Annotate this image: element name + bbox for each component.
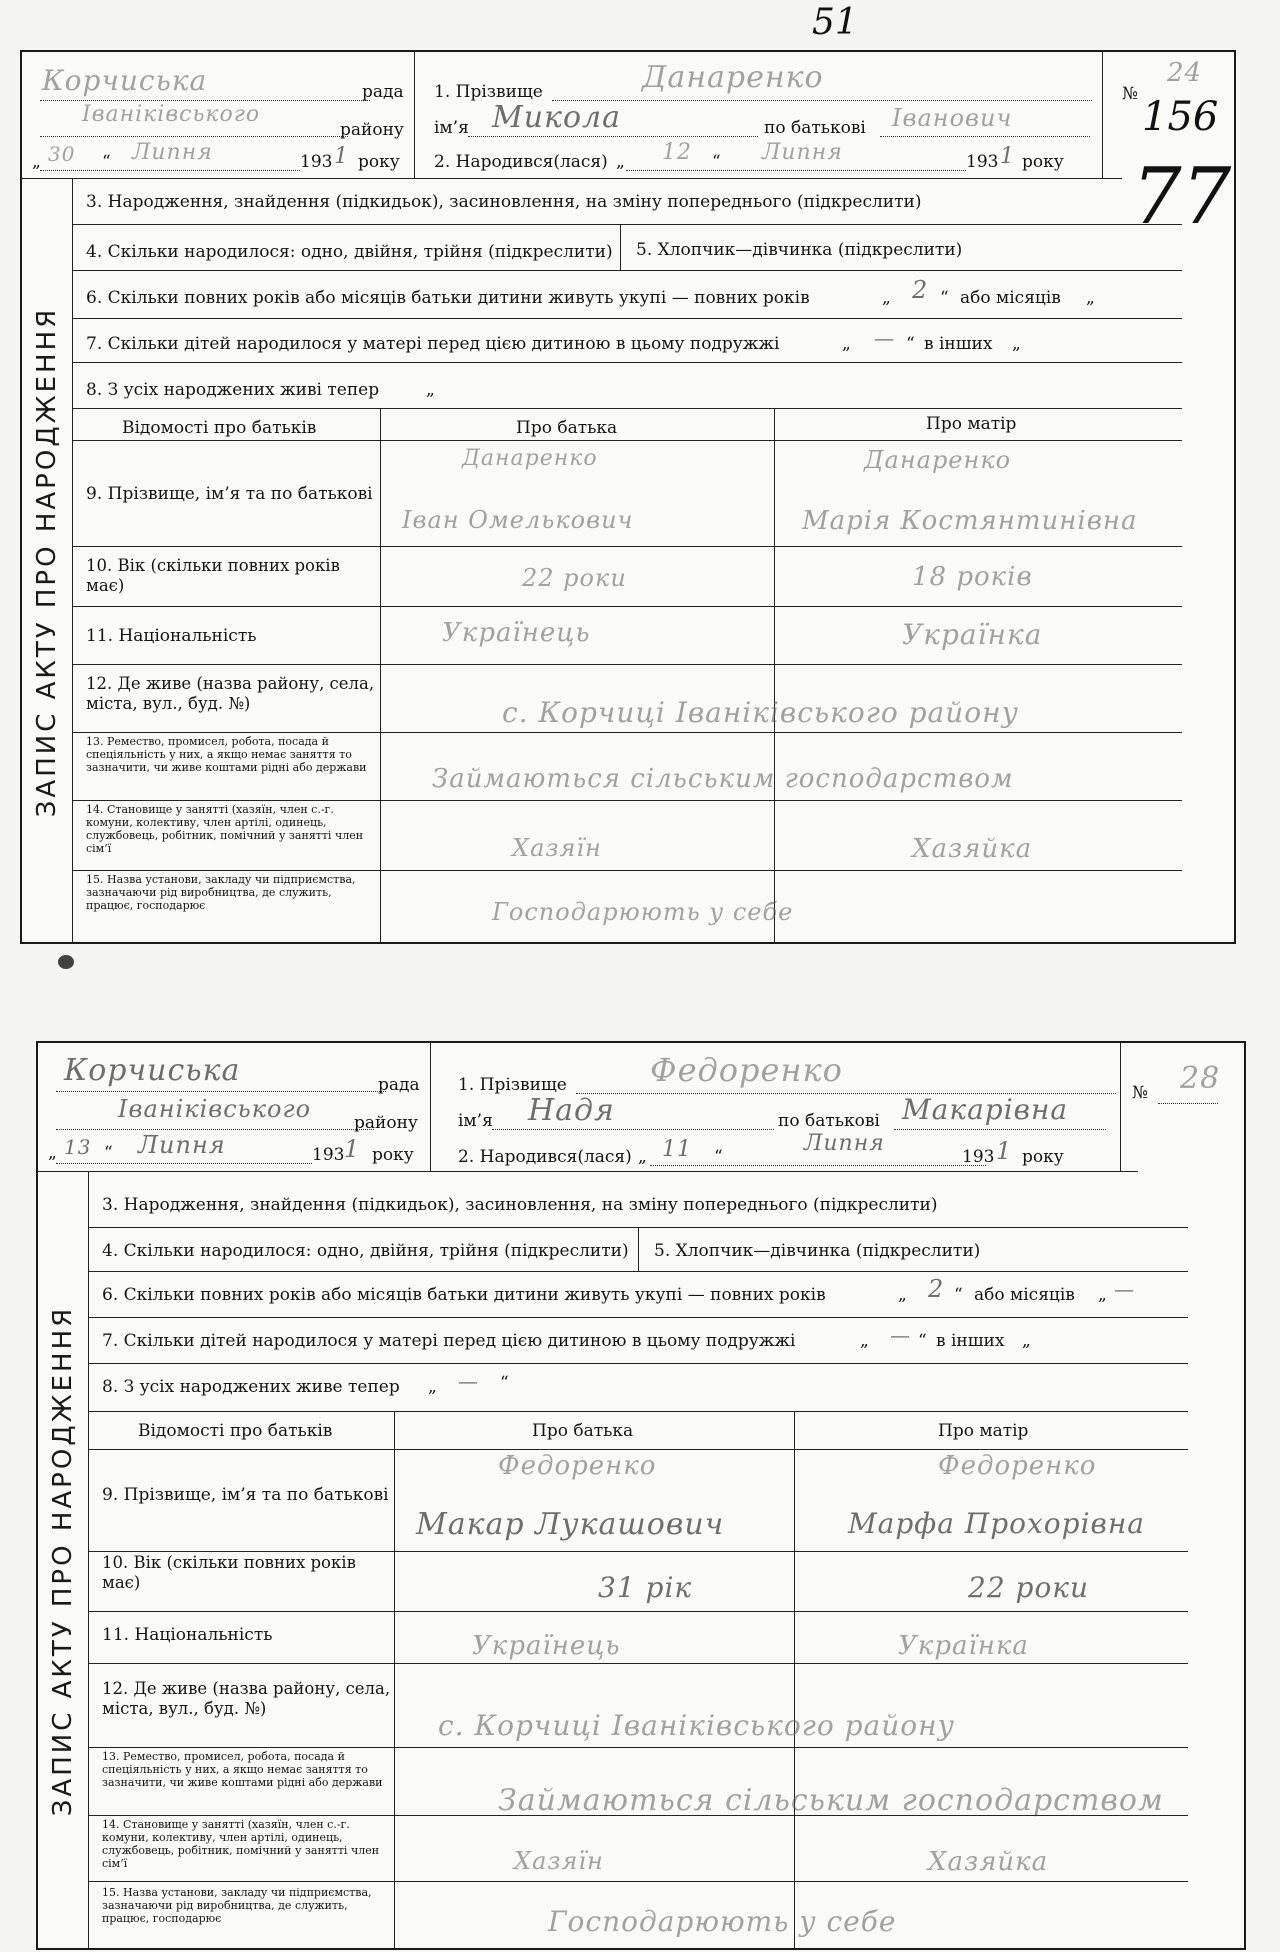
col-father-header: Про батька	[516, 418, 618, 438]
roku-label: року	[372, 1145, 414, 1165]
residence-value: с. Корчиці Іваніківського району	[438, 1709, 955, 1742]
surname-label: 1. Прізвище	[434, 82, 543, 102]
birth-day-value: 11	[662, 1137, 692, 1162]
q4-text: 4. Скільки народилося: одно, двійня, трійня (підкреслити)	[102, 1241, 629, 1261]
q6-text: 6. Скільки повних років або місяців батьки дитини живуть укупі — повних років	[102, 1285, 826, 1305]
father-age-value: 22 роки	[522, 564, 627, 592]
r14-label: 14. Становище у занятті (хазяїн, член с.-г. комуни, колективу, член артілі, одинець, службовець, робітник, помічний у занятті член сім’ї	[86, 803, 364, 855]
birth-day-value: 12	[662, 140, 692, 165]
surname-label: 1. Прізвище	[458, 1075, 567, 1095]
r12-label: 12. Де живе (назва району, села, міста, вул., буд. №)	[102, 1679, 391, 1718]
mother-position-value: Хазяйка	[912, 834, 1033, 864]
occupation-value: Займаються сільським господарством	[498, 1783, 1164, 1818]
reg-year-prefix: 193	[300, 152, 333, 172]
alive-now-value: —	[458, 1369, 479, 1393]
r14-label: 14. Становище у занятті (хазяїн, член с.-г. комуни, колективу, член артілі, одинець, службовець, робітник, помічний у занятті член сім’ї	[102, 1818, 380, 1870]
raionu-label: району	[354, 1113, 418, 1133]
r13-label: 13. Ремество, промисел, робота, посада й спеціяльність у них, а якщо немає заняття то зазначити, чи живе коштами рідні або держави	[86, 735, 367, 774]
number-label: №	[1122, 84, 1139, 104]
mother-age-value: 22 роки	[968, 1571, 1090, 1604]
born-label: 2. Народився(лася)	[434, 152, 608, 172]
birth-year-value: 1	[1000, 144, 1015, 169]
roku-label: року	[358, 152, 400, 172]
r10-label: 10. Вік (скільки повних років має)	[102, 1553, 356, 1592]
col-info-header: Відомості про батьків	[138, 1421, 333, 1441]
r11-label: 11. Національність	[102, 1625, 273, 1645]
po-batkovi-label: по батькові	[778, 1111, 880, 1131]
surname-value: Данаренко	[642, 60, 824, 95]
page-number: 51	[812, 2, 858, 43]
patronymic-value: Макарівна	[902, 1093, 1069, 1126]
birth-month-value: Липня	[762, 140, 843, 165]
father-nation-value: Українець	[472, 1631, 621, 1661]
birth-roku-label: року	[1022, 152, 1064, 172]
record-side-title: ЗАПИС АКТУ ПРО НАРОДЖЕННЯ	[32, 306, 62, 818]
q6-text: 6. Скільки повних років або місяців батьки дитини живуть укупі — повних років	[86, 288, 810, 308]
q7-other-label: в інших	[936, 1331, 1005, 1351]
q7-text: 7. Скільки дітей народилося у матері перед цією дитиною в цьому подружжі	[102, 1331, 796, 1351]
mother-surname-value: Данаренко	[864, 446, 1012, 474]
patronymic-value: Іванович	[892, 104, 1013, 132]
father-position-value: Хазяїн	[512, 834, 602, 862]
q3-text: 3. Народження, знайдення (підкидьок), засиновлення, на зміну попереднього (підкреслити)	[102, 1195, 938, 1215]
birth-record-2: ЗАПИС АКТУ ПРО НАРОДЖЕННЯ Корчиська рада Іваніківського району „ 13 “ Липня 193 1 року 1. Прізвище Федоренко ім’я Надя по батькові Макарівна 2. Народився(лася) „ 11 “ Липня 193 1 року № 28 3. Народження, знайдення (підкидьок), засиновлення, на зміну попереднього (підкреслити) 4. Скільки народилося: одно, двійня, трійня (підкреслити) 5. Хлопчик—дівчинка (підкреслити) 6. Скільки повних років або місяців батьки дитини живуть укупі — повних років „ 2 “ або місяців „ — 7. Скільки дітей народилося у матері перед цією дитиною в цьому подружжі „ — “ в інших „ 8. З усіх народжених живе тепер „ — “ Відомості про батьків Про батька Про матір 9. Прізвище, ім’я та по батькові Федоренко Макар Лукашович Федоренко Марфа Прохорівна 10. Вік (скільки повних років має) 31 рік 22 роки 11. Національність Українець Українка 12. Де живе (назва району, села, міста, вул., буд. №) с. Корчиці Іваніківського району 13. Ремество, промисел, робота, посада й спеціяльність у них, а якщо немає заняття то зазначити, чи живе коштами рідні або держави Займаються сільським господарством 14. Становище у занятті (хазяїн, член с.-г. комуни, колективу, член артілі, одинець, службовець, робітник, помічний у занятті член сім’ї Хазяїн Хазяйка 15. Назва установи, закладу чи підприємства, зазначаючи рід виробництва, де служить, працює, господарює Господарюють у себе	[36, 1041, 1246, 1950]
col-mother-header: Про матір	[938, 1421, 1029, 1441]
reg-year-prefix: 193	[312, 1145, 345, 1165]
mother-age-value: 18 років	[912, 562, 1033, 592]
rada-label: рада	[362, 82, 404, 102]
record-side-title: ЗАПИС АКТУ ПРО НАРОДЖЕННЯ	[48, 1305, 78, 1816]
rada-label: рада	[378, 1075, 420, 1095]
workplace-value: Господарюють у себе	[492, 898, 794, 926]
number-label: №	[1132, 1083, 1149, 1103]
reg-day-value: 13	[64, 1135, 92, 1159]
q7-other-label: в інших	[924, 334, 993, 354]
birth-year-value: 1	[996, 1137, 1013, 1165]
name-value: Микола	[492, 100, 622, 135]
r13-label: 13. Ремество, промисел, робота, посада й спеціяльність у них, а якщо немає заняття то зазначити, чи живе коштами рідні або держави	[102, 1750, 383, 1789]
birth-month-value: Липня	[804, 1131, 885, 1156]
rada-name-value: Корчиська	[42, 64, 208, 97]
father-surname-value: Федоренко	[498, 1451, 657, 1481]
raion-name-value: Іваніківського	[118, 1095, 312, 1123]
q8-text: 8. З усіх народжених живе тепер	[102, 1377, 400, 1397]
q5-text: 5. Хлопчик—дівчинка (підкреслити)	[654, 1241, 981, 1261]
father-surname-value: Данаренко	[462, 446, 598, 471]
q6-months-label: або місяців	[960, 288, 1061, 308]
number-value: 24	[1167, 58, 1203, 88]
r9-label: 9. Прізвище, ім’я та по батькові	[86, 484, 373, 504]
number-value: 28	[1180, 1061, 1221, 1096]
reg-year-value: 1	[344, 1135, 361, 1163]
workplace-value: Господарюють у себе	[548, 1905, 897, 1938]
father-name-value: Макар Лукашович	[416, 1507, 725, 1542]
po-batkovi-label: по батькові	[764, 118, 866, 138]
q7-text: 7. Скільки дітей народилося у матері перед цією дитиною в цьому подружжі	[86, 334, 780, 354]
r12-label: 12. Де живе (назва району, села, міста, вул., буд. №)	[86, 674, 375, 713]
birth-year-prefix: 193	[962, 1147, 995, 1167]
birth-roku-label: року	[1022, 1147, 1064, 1167]
surname-value: Федоренко	[650, 1051, 843, 1089]
mother-name-value: Марфа Прохорівна	[848, 1507, 1145, 1540]
r15-label: 15. Назва установи, закладу чи підприємства, зазначаючи рід виробництва, де служить, працює, господарює	[102, 1886, 372, 1925]
reg-year-value: 1	[334, 144, 349, 169]
reg-month-value: Липня	[138, 1131, 226, 1159]
birth-year-prefix: 193	[966, 152, 999, 172]
r9-label: 9. Прізвище, ім’я та по батькові	[102, 1485, 389, 1505]
imya-label: ім’я	[434, 118, 469, 138]
years-together-value: 2	[912, 276, 929, 304]
imya-label: ім’я	[458, 1111, 493, 1131]
q4-text: 4. Скільки народилося: одно, двійня, трійня (підкреслити)	[86, 242, 613, 262]
father-position-value: Хазяїн	[514, 1847, 604, 1875]
name-value: Надя	[528, 1093, 615, 1128]
number-stamp-2: 77	[1132, 152, 1232, 242]
r11-label: 11. Національність	[86, 626, 257, 646]
q8-text: 8. З усіх народжених живі тепер	[86, 380, 380, 400]
mother-name-value: Марія Костянтинівна	[802, 506, 1138, 536]
birth-record-1: ЗАПИС АКТУ ПРО НАРОДЖЕННЯ Корчиська рада Іваніківського району „ 30 “ Липня 193 1 року 1. Прізвище Данаренко ім’я Микола по батькові Іванович 2. Народився(лася) „ 12 “ Липня 193 1 року № 24 156 77 3. Народження, знайдення (підкидьок), засиновлення, на зміну попереднього (підкреслити) 4. Скільки народилося: одно, двійня, трійня (підкреслити) 5. Хлопчик—дівчинка (підкреслити) 6. Скільки повних років або місяців батьки дитини живуть укупі — повних років „ 2 “ або місяців „ 7. Скільки дітей народилося у матері перед цією дитиною в цьому подружжі „ — “ в інших „ 8. З усіх народжених живі тепер „ Відомості про батьків Про батька Про матір 9. Прізвище, ім’я та по батькові Данаренко Іван Омелькович Данаренко Марія Костянтинівна 10. Вік (скільки повних років має) 22 роки 18 років 11. Національність Українець Українка 12. Де живе (назва району, села, міста, вул., буд. №) с. Корчиці Іваніківського району 13. Ремество, промисел, робота, посада й спеціяльність у них, а якщо немає заняття то зазначити, чи живе коштами рідні або держави Займаються сільським господарством 14. Становище у занятті (хазяїн, член с.-г. комуни, колективу, член артілі, одинець, службовець, робітник, помічний у занятті член сім’ї Хазяїн Хазяйка 15. Назва установи, закладу чи підприємства, зазначаючи рід виробництва, де служить, працює, господарює Господарюють у себе	[20, 50, 1236, 944]
father-age-value: 31 рік	[598, 1571, 693, 1604]
raionu-label: району	[340, 120, 404, 140]
q3-text: 3. Народження, знайдення (підкидьок), засиновлення, на зміну попереднього (підкреслити)	[86, 192, 922, 212]
col-mother-header: Про матір	[926, 414, 1017, 434]
r10-label: 10. Вік (скільки повних років має)	[86, 556, 340, 595]
mother-nation-value: Українка	[902, 618, 1043, 651]
r15-label: 15. Назва установи, закладу чи підприємства, зазначаючи рід виробництва, де служить, працює, господарює	[86, 873, 356, 912]
father-name-value: Іван Омелькович	[402, 506, 634, 534]
mother-surname-value: Федоренко	[938, 1451, 1097, 1481]
reg-month-value: Липня	[132, 140, 213, 165]
father-nation-value: Українець	[442, 618, 591, 648]
q6-months-label: або місяців	[974, 1285, 1075, 1305]
occupation-value: Займаються сільським господарством	[432, 764, 1014, 794]
number-stamp: 156	[1142, 94, 1219, 140]
rada-name-value: Корчиська	[64, 1053, 241, 1088]
years-together-value: 2	[928, 1275, 945, 1303]
born-label: 2. Народився(лася)	[458, 1147, 632, 1167]
mother-nation-value: Українка	[898, 1631, 1029, 1661]
children-before-value: —	[890, 1323, 911, 1347]
residence-value: с. Корчиці Іваніківського району	[502, 696, 1019, 729]
raion-name-value: Іваніківського	[82, 102, 261, 127]
ink-blot	[58, 955, 74, 969]
q5-text: 5. Хлопчик—дівчинка (підкреслити)	[636, 240, 963, 260]
mother-position-value: Хазяйка	[928, 1847, 1049, 1877]
col-info-header: Відомості про батьків	[122, 418, 317, 438]
months-together-value: —	[1114, 1277, 1135, 1301]
col-father-header: Про батька	[532, 1421, 634, 1441]
reg-day-value: 30	[48, 142, 76, 166]
children-before-value: —	[874, 326, 895, 350]
